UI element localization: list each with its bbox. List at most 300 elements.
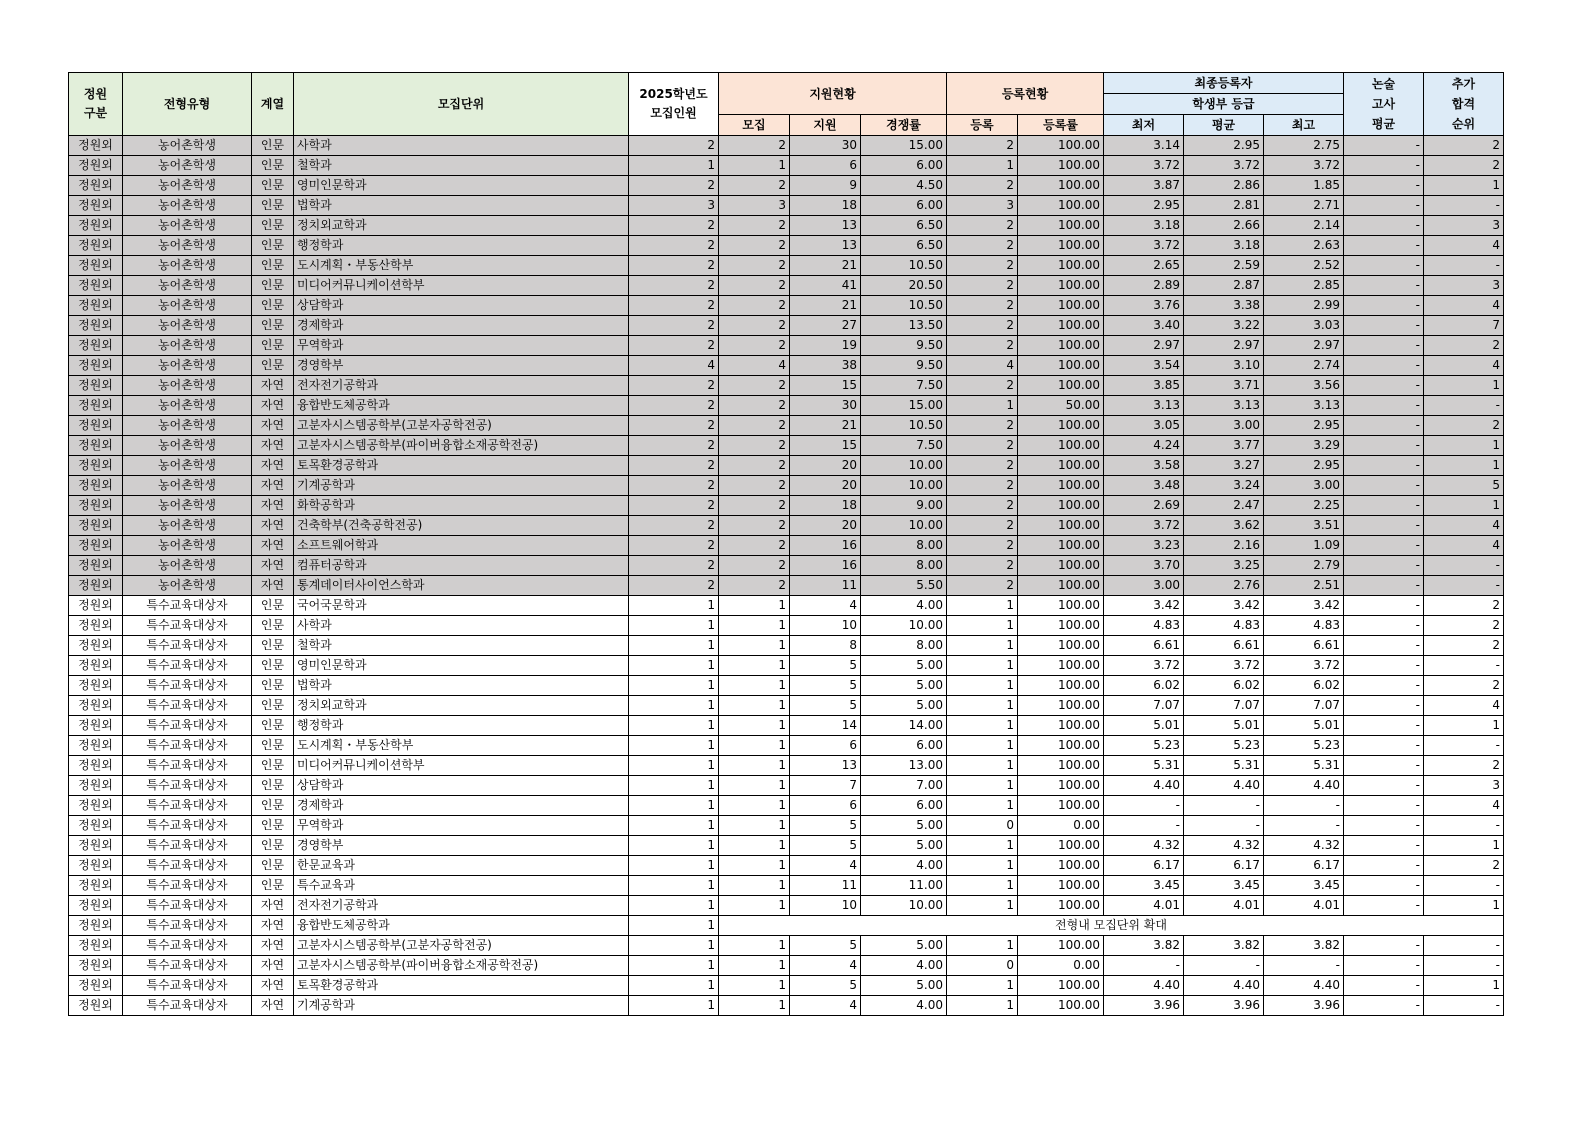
cell-essay: -: [1344, 636, 1424, 656]
table-row: [69, 436, 1504, 456]
cell-ratio: 7.50: [861, 436, 947, 456]
cell-quota-type: 정원외: [69, 496, 123, 516]
cell-admission-type: 특수교육대상자: [123, 676, 252, 696]
cell-extra: -: [1424, 196, 1504, 216]
table-row: [69, 216, 1504, 236]
cell-grade-avg: 3.72: [1184, 656, 1264, 676]
cell-ratio: 8.00: [861, 536, 947, 556]
cell-enroll-rate: 100.00: [1018, 276, 1104, 296]
cell-ratio: 8.00: [861, 556, 947, 576]
cell-applied: 30: [790, 136, 861, 156]
cell-applied: 27: [790, 316, 861, 336]
cell-admission-type: 특수교육대상자: [123, 716, 252, 736]
cell-unit: 법학과: [294, 676, 629, 696]
cell-grade-avg: 4.40: [1184, 776, 1264, 796]
cell-admission-type: 농어촌학생: [123, 516, 252, 536]
cell-applied: 5: [790, 816, 861, 836]
cell-track: 인문: [252, 636, 294, 656]
cell-track: 인문: [252, 356, 294, 376]
cell-enroll-rate: 100.00: [1018, 596, 1104, 616]
cell-grade-min: 5.31: [1104, 756, 1184, 776]
cell-quota-type: 정원외: [69, 176, 123, 196]
cell-track: 자연: [252, 556, 294, 576]
cell-extra: 4: [1424, 696, 1504, 716]
cell-applied: 38: [790, 356, 861, 376]
cell-grade-min: 3.58: [1104, 456, 1184, 476]
cell-quota-type: 정원외: [69, 136, 123, 156]
header-applicants-ratio: 경쟁률: [861, 115, 947, 136]
cell-essay: -: [1344, 436, 1424, 456]
cell-admission-type: 특수교육대상자: [123, 996, 252, 1016]
cell-admission-type: 농어촌학생: [123, 156, 252, 176]
cell-extra: 2: [1424, 336, 1504, 356]
cell-extra: 4: [1424, 296, 1504, 316]
cell-recruit: 1: [719, 816, 790, 836]
cell-unit: 철학과: [294, 156, 629, 176]
cell-grade-avg: 2.47: [1184, 496, 1264, 516]
cell-admission-type: 농어촌학생: [123, 496, 252, 516]
cell-track: 인문: [252, 816, 294, 836]
table-row: [69, 396, 1504, 416]
cell-admission-type: 특수교육대상자: [123, 936, 252, 956]
cell-recruit-2025: 1: [629, 896, 719, 916]
cell-unit: 영미인문학과: [294, 656, 629, 676]
cell-admission-type: 특수교육대상자: [123, 896, 252, 916]
cell-applied: 18: [790, 496, 861, 516]
cell-enroll-rate: 100.00: [1018, 156, 1104, 176]
cell-extra: 2: [1424, 856, 1504, 876]
cell-extra: 5: [1424, 476, 1504, 496]
cell-unit: 법학과: [294, 196, 629, 216]
cell-admission-type: 농어촌학생: [123, 196, 252, 216]
cell-quota-type: 정원외: [69, 476, 123, 496]
cell-grade-avg: 3.42: [1184, 596, 1264, 616]
cell-grade-min: 3.54: [1104, 356, 1184, 376]
cell-quota-type: 정원외: [69, 896, 123, 916]
cell-grade-avg: 3.71: [1184, 376, 1264, 396]
admission-results-table: [68, 72, 1504, 1016]
cell-track: 인문: [252, 256, 294, 276]
cell-grade-max: 5.23: [1264, 736, 1344, 756]
cell-admission-type: 농어촌학생: [123, 416, 252, 436]
cell-grade-avg: 3.00: [1184, 416, 1264, 436]
cell-grade-avg: 3.96: [1184, 996, 1264, 1016]
cell-extra: -: [1424, 956, 1504, 976]
cell-grade-min: 5.23: [1104, 736, 1184, 756]
cell-grade-min: 4.83: [1104, 616, 1184, 636]
table-header: [69, 73, 1504, 136]
cell-admission-type: 농어촌학생: [123, 476, 252, 496]
cell-enroll-rate: 100.00: [1018, 996, 1104, 1016]
cell-grade-max: 4.83: [1264, 616, 1344, 636]
cell-unit: 도시계획・부동산학부: [294, 736, 629, 756]
cell-enroll-rate: 100.00: [1018, 236, 1104, 256]
cell-grade-avg: 2.97: [1184, 336, 1264, 356]
cell-unit: 융합반도체공학과: [294, 916, 629, 936]
cell-unit: 특수교육과: [294, 876, 629, 896]
cell-essay: -: [1344, 296, 1424, 316]
cell-essay: -: [1344, 676, 1424, 696]
cell-recruit-2025: 2: [629, 556, 719, 576]
cell-enroll-rate: 100.00: [1018, 616, 1104, 636]
cell-unit: 고분자시스템공학부(고분자공학전공): [294, 416, 629, 436]
cell-grade-max: 6.61: [1264, 636, 1344, 656]
cell-unit: 미디어커뮤니케이션학부: [294, 276, 629, 296]
cell-grade-avg: 3.18: [1184, 236, 1264, 256]
cell-quota-type: 정원외: [69, 236, 123, 256]
cell-ratio: 13.50: [861, 316, 947, 336]
cell-enroll-rate: 100.00: [1018, 876, 1104, 896]
cell-track: 인문: [252, 696, 294, 716]
cell-enrolled: 2: [947, 236, 1018, 256]
cell-applied: 7: [790, 776, 861, 796]
cell-unit: 토목환경공학과: [294, 456, 629, 476]
header-enroll-count: 등록: [947, 115, 1018, 136]
cell-extra: 2: [1424, 756, 1504, 776]
cell-track: 인문: [252, 656, 294, 676]
cell-extra: 1: [1424, 176, 1504, 196]
cell-admission-type: 특수교육대상자: [123, 696, 252, 716]
cell-grade-max: 3.13: [1264, 396, 1344, 416]
table-row: [69, 316, 1504, 336]
cell-grade-max: 2.25: [1264, 496, 1344, 516]
cell-enrolled: 1: [947, 696, 1018, 716]
cell-grade-min: 3.40: [1104, 316, 1184, 336]
cell-track: 자연: [252, 936, 294, 956]
cell-applied: 21: [790, 416, 861, 436]
cell-track: 자연: [252, 916, 294, 936]
cell-applied: 13: [790, 236, 861, 256]
cell-grade-min: 3.23: [1104, 536, 1184, 556]
cell-extra: 4: [1424, 516, 1504, 536]
cell-quota-type: 정원외: [69, 696, 123, 716]
cell-essay: -: [1344, 776, 1424, 796]
cell-enroll-rate: 100.00: [1018, 176, 1104, 196]
cell-admission-type: 특수교육대상자: [123, 976, 252, 996]
cell-applied: 10: [790, 616, 861, 636]
cell-unit: 철학과: [294, 636, 629, 656]
cell-enrolled: 2: [947, 276, 1018, 296]
cell-grade-min: 7.07: [1104, 696, 1184, 716]
cell-track: 인문: [252, 596, 294, 616]
cell-grade-avg: 7.07: [1184, 696, 1264, 716]
cell-unit: 경제학과: [294, 316, 629, 336]
cell-extra: 2: [1424, 676, 1504, 696]
header-final: 최종등록자: [1104, 73, 1344, 94]
cell-quota-type: 정원외: [69, 536, 123, 556]
cell-recruit: 2: [719, 336, 790, 356]
cell-essay: -: [1344, 196, 1424, 216]
cell-applied: 20: [790, 456, 861, 476]
cell-unit: 무역학과: [294, 816, 629, 836]
cell-grade-min: 6.02: [1104, 676, 1184, 696]
cell-grade-min: -: [1104, 796, 1184, 816]
cell-grade-min: 2.95: [1104, 196, 1184, 216]
cell-ratio: 5.00: [861, 816, 947, 836]
cell-applied: 13: [790, 216, 861, 236]
cell-quota-type: 정원외: [69, 736, 123, 756]
cell-grade-max: 3.72: [1264, 156, 1344, 176]
cell-track: 인문: [252, 676, 294, 696]
cell-enroll-rate: 100.00: [1018, 456, 1104, 476]
cell-recruit: 1: [719, 636, 790, 656]
cell-ratio: 5.00: [861, 696, 947, 716]
cell-recruit: 1: [719, 736, 790, 756]
cell-extra: 2: [1424, 136, 1504, 156]
cell-extra: 2: [1424, 156, 1504, 176]
cell-unit: 컴퓨터공학과: [294, 556, 629, 576]
cell-enrolled: 1: [947, 636, 1018, 656]
cell-grade-min: 3.42: [1104, 596, 1184, 616]
cell-extra: 2: [1424, 596, 1504, 616]
cell-quota-type: 정원외: [69, 336, 123, 356]
cell-applied: 15: [790, 376, 861, 396]
cell-ratio: 7.00: [861, 776, 947, 796]
cell-recruit-2025: 1: [629, 776, 719, 796]
cell-admission-type: 특수교육대상자: [123, 816, 252, 836]
cell-essay: -: [1344, 336, 1424, 356]
cell-enrolled: 1: [947, 836, 1018, 856]
cell-extra: 2: [1424, 636, 1504, 656]
cell-enrolled: 2: [947, 456, 1018, 476]
table-row: [69, 156, 1504, 176]
table-row: [69, 276, 1504, 296]
cell-essay: -: [1344, 616, 1424, 636]
cell-enroll-rate: 100.00: [1018, 316, 1104, 336]
cell-extra: 1: [1424, 836, 1504, 856]
cell-extra: 1: [1424, 496, 1504, 516]
cell-quota-type: 정원외: [69, 756, 123, 776]
cell-ratio: 4.00: [861, 956, 947, 976]
cell-ratio: 15.00: [861, 396, 947, 416]
cell-enroll-rate: 0.00: [1018, 956, 1104, 976]
cell-grade-max: 3.42: [1264, 596, 1344, 616]
table-row: [69, 816, 1504, 836]
cell-enroll-rate: 100.00: [1018, 296, 1104, 316]
cell-quota-type: 정원외: [69, 256, 123, 276]
cell-grade-min: 4.24: [1104, 436, 1184, 456]
cell-enrolled: 1: [947, 676, 1018, 696]
cell-grade-avg: 4.83: [1184, 616, 1264, 636]
table-row: [69, 416, 1504, 436]
cell-applied: 5: [790, 696, 861, 716]
cell-grade-max: 2.52: [1264, 256, 1344, 276]
header-quota-type: 정원 구분: [69, 73, 123, 136]
cell-essay: -: [1344, 816, 1424, 836]
cell-enrolled: 2: [947, 336, 1018, 356]
cell-recruit-2025: 4: [629, 356, 719, 376]
cell-enrolled: 2: [947, 176, 1018, 196]
header-grade-min: 최저: [1104, 115, 1184, 136]
cell-quota-type: 정원외: [69, 996, 123, 1016]
cell-recruit-2025: 1: [629, 676, 719, 696]
cell-recruit-2025: 1: [629, 976, 719, 996]
table-row: [69, 976, 1504, 996]
cell-grade-avg: 2.66: [1184, 216, 1264, 236]
table-row: [69, 656, 1504, 676]
cell-essay: -: [1344, 316, 1424, 336]
cell-track: 자연: [252, 536, 294, 556]
cell-enrolled: 2: [947, 496, 1018, 516]
cell-ratio: 9.50: [861, 356, 947, 376]
cell-applied: 6: [790, 736, 861, 756]
header-applicants-recruit: 모집: [719, 115, 790, 136]
cell-track: 자연: [252, 416, 294, 436]
cell-grade-avg: 3.10: [1184, 356, 1264, 376]
cell-extra: 2: [1424, 416, 1504, 436]
cell-recruit-2025: 2: [629, 256, 719, 276]
cell-grade-avg: 6.17: [1184, 856, 1264, 876]
cell-recruit-2025: 1: [629, 656, 719, 676]
cell-essay: -: [1344, 156, 1424, 176]
cell-essay: -: [1344, 996, 1424, 1016]
cell-recruit-2025: 2: [629, 536, 719, 556]
cell-grade-avg: 5.31: [1184, 756, 1264, 776]
cell-extra: 1: [1424, 976, 1504, 996]
table-row: [69, 516, 1504, 536]
table-row: [69, 876, 1504, 896]
cell-grade-min: 3.18: [1104, 216, 1184, 236]
cell-grade-min: 3.13: [1104, 396, 1184, 416]
cell-recruit: 1: [719, 676, 790, 696]
cell-unit: 경영학부: [294, 836, 629, 856]
cell-ratio: 10.00: [861, 456, 947, 476]
cell-admission-type: 농어촌학생: [123, 456, 252, 476]
table-row: [69, 836, 1504, 856]
cell-admission-type: 특수교육대상자: [123, 616, 252, 636]
cell-recruit-2025: 1: [629, 716, 719, 736]
table-row: [69, 916, 1504, 936]
cell-extra: 3: [1424, 216, 1504, 236]
cell-recruit: 1: [719, 936, 790, 956]
cell-quota-type: 정원외: [69, 816, 123, 836]
cell-recruit: 2: [719, 456, 790, 476]
cell-extra: 1: [1424, 716, 1504, 736]
cell-applied: 16: [790, 556, 861, 576]
cell-essay: -: [1344, 416, 1424, 436]
cell-grade-max: 2.79: [1264, 556, 1344, 576]
table-row: [69, 596, 1504, 616]
cell-track: 인문: [252, 856, 294, 876]
table-row: [69, 136, 1504, 156]
cell-admission-type: 농어촌학생: [123, 436, 252, 456]
cell-recruit: 1: [719, 996, 790, 1016]
cell-enrolled: 2: [947, 136, 1018, 156]
cell-quota-type: 정원외: [69, 276, 123, 296]
cell-grade-min: 3.72: [1104, 516, 1184, 536]
cell-track: 자연: [252, 516, 294, 536]
cell-quota-type: 정원외: [69, 596, 123, 616]
cell-track: 인문: [252, 156, 294, 176]
cell-track: 자연: [252, 456, 294, 476]
cell-applied: 15: [790, 436, 861, 456]
cell-enroll-rate: 100.00: [1018, 856, 1104, 876]
cell-quota-type: 정원외: [69, 836, 123, 856]
cell-grade-avg: 3.22: [1184, 316, 1264, 336]
cell-track: 자연: [252, 996, 294, 1016]
cell-quota-type: 정원외: [69, 356, 123, 376]
cell-track: 자연: [252, 896, 294, 916]
cell-unit: 한문교육과: [294, 856, 629, 876]
table-row: [69, 776, 1504, 796]
cell-ratio: 5.50: [861, 576, 947, 596]
cell-admission-type: 농어촌학생: [123, 336, 252, 356]
cell-recruit: 2: [719, 256, 790, 276]
cell-recruit: 1: [719, 956, 790, 976]
cell-essay: -: [1344, 136, 1424, 156]
cell-enrolled: 4: [947, 356, 1018, 376]
cell-grade-max: 2.75: [1264, 136, 1344, 156]
cell-essay: -: [1344, 656, 1424, 676]
cell-enroll-rate: 100.00: [1018, 376, 1104, 396]
cell-grade-min: 3.72: [1104, 156, 1184, 176]
cell-enrolled: 2: [947, 316, 1018, 336]
cell-grade-max: 7.07: [1264, 696, 1344, 716]
cell-grade-avg: 3.24: [1184, 476, 1264, 496]
cell-enroll-rate: 100.00: [1018, 556, 1104, 576]
cell-grade-avg: 2.95: [1184, 136, 1264, 156]
cell-enrolled: 2: [947, 216, 1018, 236]
cell-track: 인문: [252, 756, 294, 776]
cell-extra: 4: [1424, 796, 1504, 816]
cell-enrolled: 1: [947, 856, 1018, 876]
cell-grade-max: 4.32: [1264, 836, 1344, 856]
table-row: [69, 356, 1504, 376]
cell-grade-max: 2.95: [1264, 456, 1344, 476]
cell-grade-min: 3.85: [1104, 376, 1184, 396]
cell-grade-min: 2.65: [1104, 256, 1184, 276]
cell-recruit-2025: 1: [629, 736, 719, 756]
cell-grade-max: 3.56: [1264, 376, 1344, 396]
cell-applied: 18: [790, 196, 861, 216]
cell-enrolled: 1: [947, 876, 1018, 896]
cell-grade-max: 2.63: [1264, 236, 1344, 256]
cell-ratio: 5.00: [861, 836, 947, 856]
table-row: [69, 256, 1504, 276]
cell-grade-min: 3.14: [1104, 136, 1184, 156]
cell-grade-min: 3.76: [1104, 296, 1184, 316]
cell-grade-min: 4.40: [1104, 776, 1184, 796]
cell-essay: -: [1344, 976, 1424, 996]
cell-recruit: 1: [719, 896, 790, 916]
cell-grade-avg: -: [1184, 956, 1264, 976]
cell-extra: -: [1424, 816, 1504, 836]
cell-essay: -: [1344, 696, 1424, 716]
cell-enrolled: 1: [947, 976, 1018, 996]
cell-track: 인문: [252, 216, 294, 236]
cell-recruit-2025: 2: [629, 516, 719, 536]
header-grade: 학생부 등급: [1104, 94, 1344, 115]
table-row: [69, 636, 1504, 656]
cell-recruit: 2: [719, 176, 790, 196]
cell-ratio: 6.00: [861, 736, 947, 756]
cell-grade-min: 5.01: [1104, 716, 1184, 736]
cell-grade-avg: 3.77: [1184, 436, 1264, 456]
cell-extra: -: [1424, 936, 1504, 956]
cell-track: 인문: [252, 876, 294, 896]
cell-quota-type: 정원외: [69, 796, 123, 816]
cell-enroll-rate: 100.00: [1018, 836, 1104, 856]
table-row: [69, 996, 1504, 1016]
cell-grade-avg: 4.32: [1184, 836, 1264, 856]
cell-grade-avg: 2.59: [1184, 256, 1264, 276]
cell-unit: 경제학과: [294, 796, 629, 816]
cell-quota-type: 정원외: [69, 456, 123, 476]
table-row: [69, 756, 1504, 776]
cell-unit: 건축학부(건축공학전공): [294, 516, 629, 536]
cell-applied: 5: [790, 836, 861, 856]
cell-enroll-rate: 100.00: [1018, 936, 1104, 956]
